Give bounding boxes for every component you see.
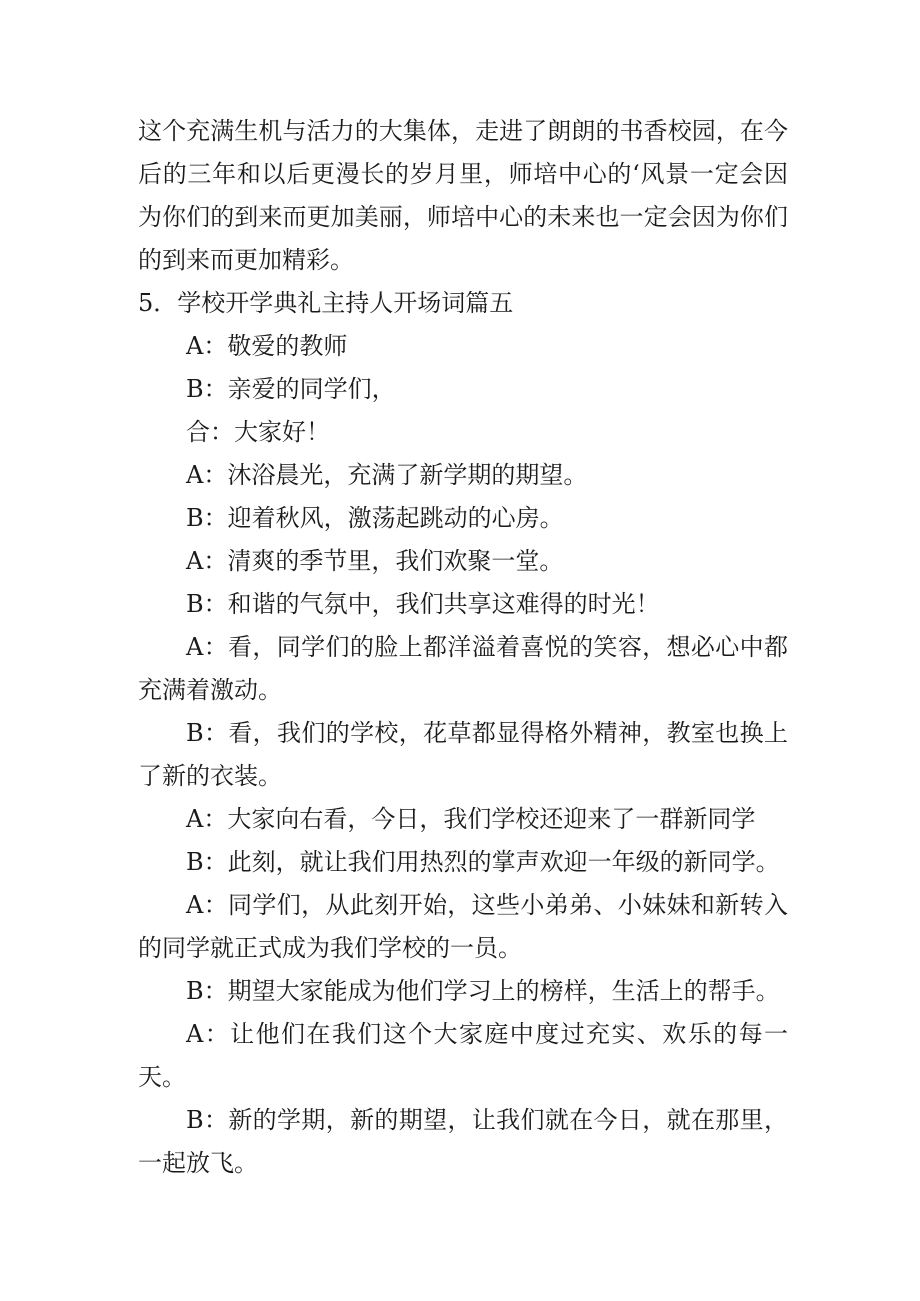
dialogue-line: B：新的学期，新的期望，让我们就在今日，就在那里，一起放飞。: [138, 1106, 788, 1177]
document-body: [138, 110, 788, 1185]
dialogue-line: B：看，我们的学校，花草都显得格外精神，教室也换上了新的衣装。: [138, 719, 788, 790]
dialogue-line: A：同学们，从此刻开始，这些小弟弟、小妹妹和新转入的同学就正式成为我们学校的一员。: [138, 891, 788, 962]
dialogue-line: B：期望大家能成为他们学习上的榜样，生活上的帮手。: [186, 977, 780, 1005]
dialogue-line: A：清爽的季节里，我们欢聚一堂。: [186, 547, 564, 575]
dialogue-line: B：此刻，就让我们用热烈的掌声欢迎一年级的新同学。: [186, 848, 780, 876]
dialogue-line: A：看，同学们的脸上都洋溢着喜悦的笑容，想必心中都充满着激动。: [138, 633, 788, 704]
section-heading: 5．学校开学典礼主持人开场词篇五: [138, 289, 514, 317]
dialogue-line: A：沐浴晨光，充满了新学期的期望。: [186, 461, 588, 489]
dialogue-line: 合：大家好！: [186, 418, 330, 446]
dialogue-line: B：迎着秋风，激荡起跳动的心房。: [186, 504, 564, 532]
intro-paragraph: 这个充满生机与活力的大集体，走进了朗朗的书香校园，在今后的三年和以后更漫长的岁月里，师培中心的‘风景一定会因为你们的到来而更加美丽，师培中心的未来也一定会因为你们的到来而更加精彩。: [138, 117, 788, 274]
dialogue-line: A：大家向右看，今日，我们学校还迎来了一群新同学: [186, 805, 756, 833]
dialogue-line: A：让他们在我们这个大家庭中度过充实、欢乐的每一天。: [138, 1020, 788, 1091]
dialogue-line: B：和谐的气氛中，我们共享这难得的时光！: [186, 590, 660, 618]
dialogue-line: A：敬爱的教师: [186, 332, 348, 360]
dialogue-line: B：亲爱的同学们，: [186, 375, 396, 403]
